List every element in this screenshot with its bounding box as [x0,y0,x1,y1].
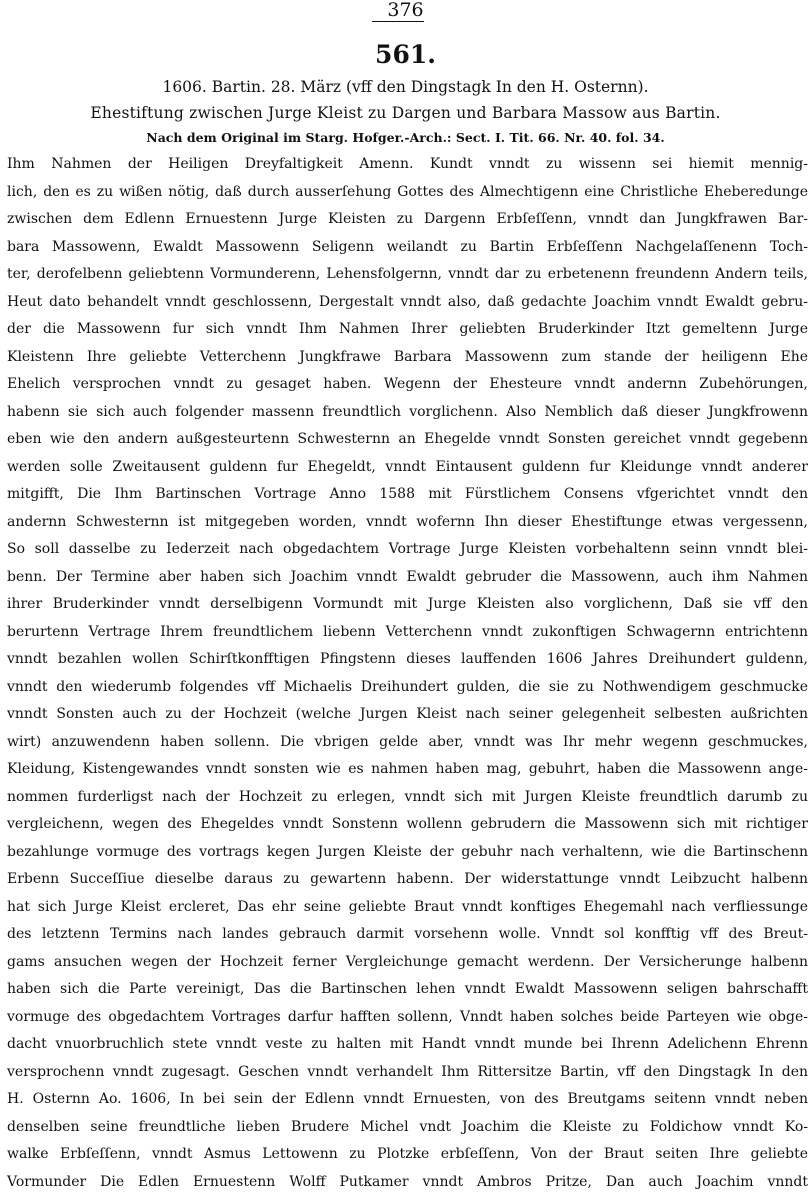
body-line: Ehelich versprochen vnndt zu gesaget haben. Wegenn der Ehesteure vnndt andernn Zubehörungen, [7,371,808,399]
heading-title-line: Ehestiftung zwischen Jurge Kleist zu Dargen und Barbara Massow aus Bartin. [0,103,811,123]
body-line: denselben seine freundtliche lieben Brudere Michel vndt Joachim die Kleiste zu Foldichow vnndt Ko- [7,1114,808,1142]
body-line: nommen furderligst nach der Hochzeit zu erlegen, vnndt sich mit Jurgen Kleiste freundtlich darumb zu [7,784,808,812]
body-line: bara Massowenn, Ewaldt Massowenn Seligenn weilandt zu Bartin Erbſeſſenn Nachgelaſſenenn Toch- [7,234,808,262]
body-line: Kleistenn Ihre geliebte Vetterchenn Jungkfrawe Barbara Massowenn zum stande der heiligenn Ehe [7,344,808,372]
body-line: habenn sie sich auch folgender massenn freundtlich vorglichenn. Also Nemblich daß dieser Jungkfrowenn [7,399,808,427]
body-line: bezahlunge vormuge des vortrags kegen Jurgen Kleiste der gebuhr nach verhaltenn, wie die Bartinschenn [7,839,808,867]
body-line: wirt) anzuwendenn haben sollenn. Die vbrigen gelde aber, vnndt was Ihr mehr wegenn geschmuckes, [7,729,808,757]
heading-source-line: Nach dem Original im Starg. Hofger.-Arch.: Sect. I. Tit. 66. Nr. 40. fol. 34. [0,129,811,147]
body-line: andernn Schwesternn ist mitgegeben worden, vnndt wofernn Ihn dieser Ehestiftunge etwas vergessenn, [7,509,808,537]
body-line: Kleidung, Kistengewandes vnndt sonsten wie es nahmen haben mag, gebuhrt, haben die Massowenn ange- [7,756,808,784]
body-line: benn. Der Termine aber haben sich Joachim vnndt Ewaldt gebruder die Massowenn, auch ihm Nahmen [7,564,808,592]
body-line: walke Erbſeſſenn, vnndt Asmus Lettowenn zu Plotzke erbſeſſenn, Von der Braut seiten Ihre geliebte [7,1141,808,1169]
body-line: hat sich Jurge Kleist ercleret, Das ehr seine geliebte Braut vnndt konftiges Ehegemahl nach verfliessunge [7,894,808,922]
body-line: ihrer Bruderkinder vnndt derselbigenn Vormundt mit Jurge Kleisten also vorglichenn, Daß sie vff den [7,591,808,619]
body-line: gams ansuchen wegen der Hochzeit ferner Vergleichunge gemacht werdenn. Der Versicherunge halbenn [7,949,808,977]
body-text [7,151,808,1196]
body-line: der die Massowenn fur sich vnndt Ihm Nahmen Ihrer geliebten Bruderkinder Itzt gemeltenn Jurge [7,316,808,344]
body-line: So soll dasselbe zu Iederzeit nach obgedachtem Vortrage Jurge Kleisten vorbehaltenn seinn vnndt blei- [7,536,808,564]
body-line: vergleichenn, wegen des Ehegeldes vnndt Sonstenn wollenn gebrudern die Massowenn sich mit richtiger [7,811,808,839]
body-line: dacht vnuorbruchlich stete vnndt veste zu halten mit Handt vnndt munde bei Ihrenn Adelichenn Ehrenn [7,1031,808,1059]
body-line: Vormunder Die Edlen Ernuestenn Wolff Putkamer vnndt Ambros Pritze, Dan auch Joachim vnndt [7,1169,808,1196]
body-line: lich, den es zu wißen nötig, daß durch ausserſehung Gottes des Almechtigenn eine Christliche Eheberedunge [7,179,808,207]
body-line: haben sich die Parte vereinigt, Das die Bartinschen lehen vnndt Ewaldt Massowenn seligen bahrschafft [7,976,808,1004]
body-line: vormuge des obgedachtem Vortrages darfur hafften sollenn, Vnndt haben solches beide Parteyen wie obge- [7,1004,808,1032]
body-line: Ihm Nahmen der Heiligen Dreyfaltigkeit Amenn. Kundt vnndt zu wissenn sei hiemit mennig- [7,151,808,179]
body-line: versprochenn vnndt zugesagt. Geschen vnndt verhandelt Ihm Rittersitze Bartin, vff den Dingstagk In den [7,1059,808,1087]
page-number: 376 [0,0,811,20]
body-line: mitgifft, Die Ihm Bartinschen Vortrage Anno 1588 mit Fürstlichem Consens vfgerichtet vnndt den [7,481,808,509]
body-line: des letztenn Termins nach landes gebrauch darmit vorsehenn wolle. Vnndt sol konfftig vff des Breut- [7,921,808,949]
body-line: berurtenn Vertrage Ihrem freundtlichem liebenn Vetterchenn vnndt zukonftigen Schwagernn entrichtenn [7,619,808,647]
body-line: Erbenn Succeſſiue dieselbe daraus zu gewartenn habenn. Der widerstattunge vnndt Leibzucht halbenn [7,866,808,894]
body-line: zwischen dem Edlenn Ernuestenn Jurge Kleisten zu Dargenn Erbſeſſenn, vnndt dan Jungkfrawen Bar- [7,206,808,234]
body-line: ter, derofelbenn geliebtenn Vormunderenn, Lehensfolgernn, vnndt dar zu erbetenenn freundenn Andern teils, [7,261,808,289]
body-line: vnndt Sonsten auch zu der Hochzeit (welche Jurgen Kleist nach seiner gelegenheit selbesten außrichten [7,701,808,729]
body-line: vnndt bezahlen wollen Schirſtkonfftigen Pfingstenn dieses lauffenden 1606 Jahres Dreihundert guldenn, [7,646,808,674]
body-line: vnndt den wiederumb folgendes vff Michaelis Dreihundert gulden, die sie zu Nothwendigem geschmucke [7,674,808,702]
document-number: 561. [0,40,811,70]
body-line: Heut dato behandelt vnndt geschlossenn, Dergestalt vnndt also, daß gedachte Joachim vnndt Ewaldt gebru- [7,289,808,317]
body-line: werden solle Zweitausent guldenn fur Ehegeldt, vnndt Eintausent guldenn fur Kleidunge vnndt anderer [7,454,808,482]
heading-date-line: 1606. Bartin. 28. März (vff den Dingstagk In den H. Osternn). [0,77,811,97]
body-line: eben wie den andern außgesteurtenn Schwesternn an Ehegelde vnndt Sonsten gereichet vnndt gegebenn [7,426,808,454]
body-line: H. Osternn Ao. 1606, In bei sein der Edlenn vnndt Ernuesten, von des Breutgams seitenn vnndt neben [7,1086,808,1114]
page-number-rule [372,21,424,22]
